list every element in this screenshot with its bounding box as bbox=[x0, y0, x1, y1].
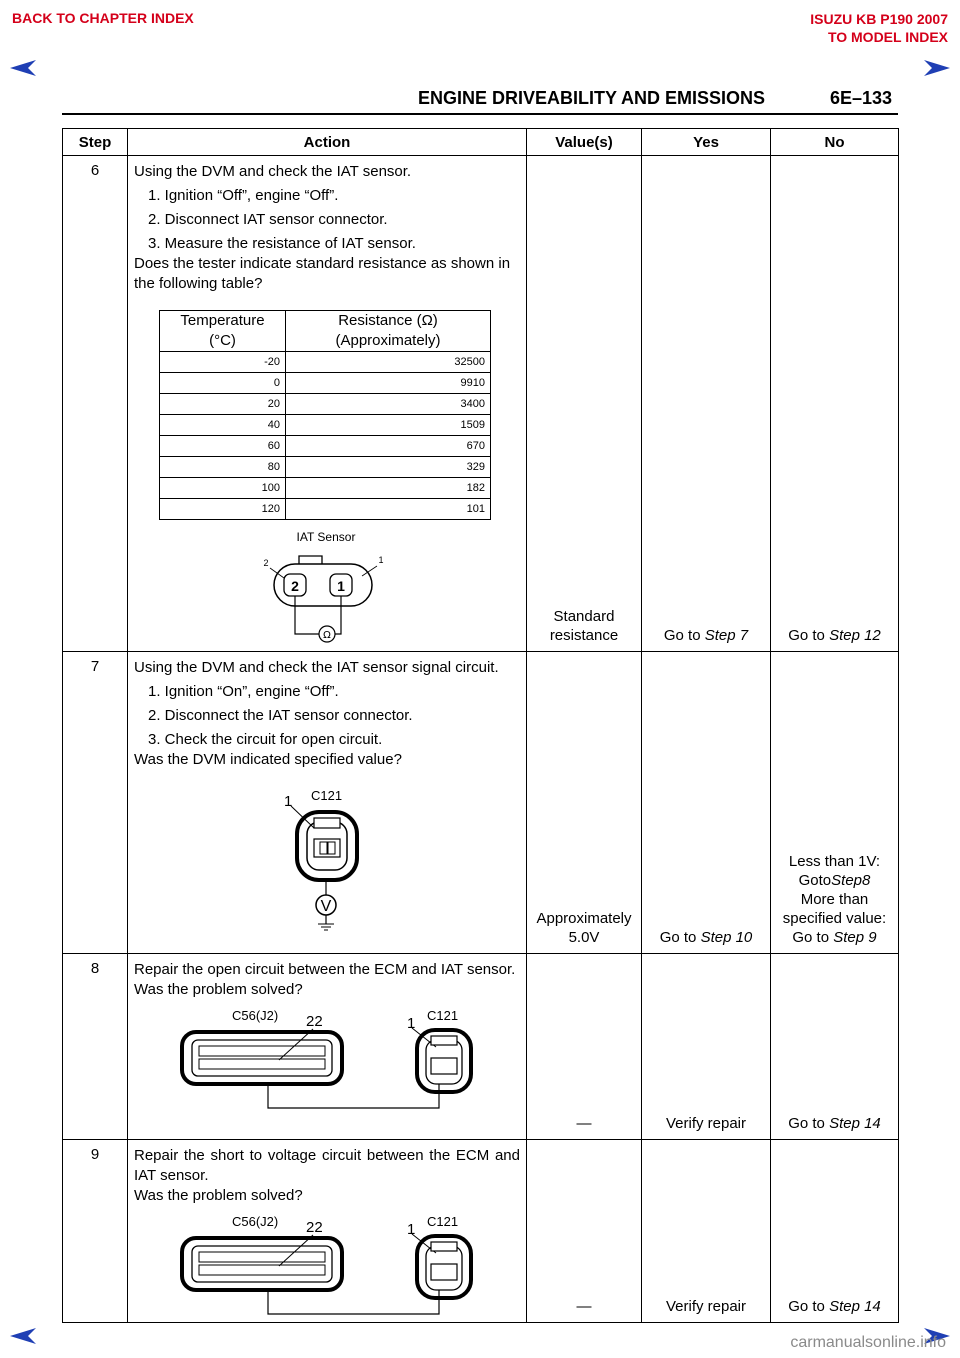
action-intro: Using the DVM and check the IAT sensor. bbox=[134, 163, 412, 180]
res-cell: 32500 bbox=[286, 352, 491, 373]
table-row bbox=[160, 499, 491, 520]
pin-1-marker: 1 bbox=[378, 555, 384, 565]
col-step: Step bbox=[63, 129, 128, 156]
action-question: Was the problem solved? bbox=[134, 1187, 303, 1204]
no-line: More than bbox=[800, 891, 869, 908]
connector-c121-label: C121 bbox=[311, 788, 343, 803]
res-header: Resistance (Ω) (Approximately) bbox=[286, 311, 491, 352]
iat-sensor-diagram bbox=[134, 526, 514, 651]
sensor-pin-label: 1 bbox=[407, 1221, 416, 1238]
ecm-pin-label: 22 bbox=[306, 1013, 323, 1030]
model-index-link[interactable] bbox=[810, 10, 948, 46]
res-cell: 1509 bbox=[286, 415, 491, 436]
yes-step-link[interactable]: Step 7 bbox=[704, 627, 749, 644]
res-cell: 329 bbox=[286, 457, 491, 478]
col-action: Action bbox=[128, 129, 527, 156]
action-cell bbox=[128, 652, 527, 954]
section-title: ENGINE DRIVEABILITY AND EMISSIONS bbox=[418, 88, 766, 108]
value-cell bbox=[527, 652, 642, 954]
ecm-connector-label: C56(J2) bbox=[232, 1008, 279, 1023]
table-row bbox=[160, 457, 491, 478]
no-line: Less than 1V: bbox=[788, 853, 881, 870]
value-cell: — bbox=[527, 1140, 642, 1323]
ecm-pin-label: 22 bbox=[306, 1219, 323, 1236]
no-cell: Go to Step 14 bbox=[771, 1140, 899, 1323]
action-item: 2. Disconnect the IAT sensor connector. bbox=[148, 707, 413, 724]
table-row bbox=[63, 1140, 899, 1323]
prev-page-arrow-icon[interactable] bbox=[8, 1326, 38, 1346]
value-line: Approximately bbox=[536, 910, 632, 927]
page-number: 6E–133 bbox=[830, 88, 893, 108]
table-row bbox=[160, 352, 491, 373]
ohm-meter-icon: Ω bbox=[323, 630, 331, 641]
col-values: Value(s) bbox=[527, 129, 642, 156]
back-to-chapter-link[interactable]: BACK TO CHAPTER INDEX bbox=[12, 10, 194, 26]
prev-page-arrow-icon[interactable] bbox=[8, 58, 38, 78]
pin-2-marker: 2 bbox=[263, 558, 269, 568]
action-cell bbox=[128, 156, 527, 652]
ecm-circuit-diagram bbox=[134, 1208, 520, 1322]
yes-step-link[interactable]: Step 10 bbox=[700, 929, 753, 946]
temp-cell: 20 bbox=[160, 394, 286, 415]
temp-cell: 0 bbox=[160, 373, 286, 394]
col-no: No bbox=[771, 129, 899, 156]
res-cell: 101 bbox=[286, 499, 491, 520]
value-cell bbox=[527, 156, 642, 652]
action-intro: Repair the short to voltage circuit between the ECM and IAT sensor. bbox=[134, 1147, 520, 1184]
temp-header: Temperature (°C) bbox=[160, 311, 286, 352]
step-number: 6 bbox=[63, 156, 128, 652]
action-cell bbox=[128, 1140, 527, 1323]
no-line: GotoStep8 bbox=[798, 872, 871, 889]
table-row bbox=[160, 478, 491, 499]
temp-cell: 60 bbox=[160, 436, 286, 457]
no-step-link[interactable]: Step 9 bbox=[833, 929, 877, 946]
yes-cell: Verify repair bbox=[642, 954, 771, 1140]
resistance-table bbox=[159, 310, 491, 520]
voltmeter-icon: V bbox=[320, 898, 332, 915]
table-row bbox=[63, 652, 899, 954]
action-item: 1. Ignition “Off”, engine “Off”. bbox=[148, 187, 339, 204]
yes-cell: Go to Step 7 bbox=[642, 156, 771, 652]
value-line: resistance bbox=[549, 627, 619, 644]
pin-2-label: 2 bbox=[291, 578, 299, 594]
action-question: Was the DVM indicated specified value? bbox=[134, 751, 402, 768]
no-cell: Go to Step 14 bbox=[771, 954, 899, 1140]
res-cell: 9910 bbox=[286, 373, 491, 394]
action-question: Was the problem solved? bbox=[134, 981, 303, 998]
temp-cell: 120 bbox=[160, 499, 286, 520]
step-number: 8 bbox=[63, 954, 128, 1140]
yes-cell: Verify repair bbox=[642, 1140, 771, 1323]
sensor-connector-label: C121 bbox=[427, 1214, 459, 1229]
no-step-link[interactable]: Step 12 bbox=[829, 627, 881, 644]
temp-cell: 40 bbox=[160, 415, 286, 436]
no-line: specified value: bbox=[782, 910, 887, 927]
no-step-link[interactable]: Step 14 bbox=[829, 1298, 881, 1315]
to-model-index[interactable]: TO MODEL INDEX bbox=[827, 29, 948, 45]
pin-1-label: 1 bbox=[337, 578, 345, 594]
action-item: 2. Disconnect IAT sensor connector. bbox=[148, 211, 388, 228]
sensor-pin-label: 1 bbox=[407, 1015, 416, 1032]
res-cell: 3400 bbox=[286, 394, 491, 415]
table-row bbox=[160, 373, 491, 394]
pin-1-label: 1 bbox=[284, 793, 293, 810]
temp-cell: 100 bbox=[160, 478, 286, 499]
action-item: 3. Measure the resistance of IAT sensor. bbox=[148, 235, 416, 252]
action-intro: Using the DVM and check the IAT sensor signal circuit. bbox=[134, 659, 499, 676]
action-cell bbox=[128, 954, 527, 1140]
header-rule bbox=[62, 113, 898, 115]
no-cell: Go to Step 12 bbox=[771, 156, 899, 652]
table-row bbox=[160, 415, 491, 436]
no-step-link[interactable]: Step8 bbox=[831, 872, 871, 889]
res-cell: 182 bbox=[286, 478, 491, 499]
temp-cell: -20 bbox=[160, 352, 286, 373]
table-row bbox=[63, 954, 899, 1140]
value-line: Standard bbox=[553, 608, 615, 625]
ecm-circuit-diagram bbox=[134, 1002, 520, 1116]
action-intro: Repair the open circuit between the ECM and IAT sensor. bbox=[134, 961, 516, 978]
ecm-connector-label: C56(J2) bbox=[232, 1214, 279, 1229]
res-cell: 670 bbox=[286, 436, 491, 457]
no-step-link[interactable]: Step 14 bbox=[829, 1115, 881, 1132]
action-item: 1. Ignition “On”, engine “Off”. bbox=[148, 683, 339, 700]
no-line: Go to Step 9 bbox=[792, 929, 877, 946]
table-row bbox=[63, 156, 899, 652]
col-yes: Yes bbox=[642, 129, 771, 156]
model-title: ISUZU KB P190 2007 bbox=[810, 11, 948, 27]
table-row bbox=[160, 394, 491, 415]
value-line: 5.0V bbox=[568, 929, 600, 946]
step-number: 9 bbox=[63, 1140, 128, 1323]
sensor-connector-label: C121 bbox=[427, 1008, 459, 1023]
table-row bbox=[160, 436, 491, 457]
diagnostic-table bbox=[62, 128, 899, 1323]
iat-sensor-label: IAT Sensor bbox=[296, 530, 356, 544]
action-item: 3. Check the circuit for open circuit. bbox=[148, 731, 383, 748]
yes-cell: Go to Step 10 bbox=[642, 652, 771, 954]
no-cell bbox=[771, 652, 899, 954]
action-question: Does the tester indicate standard resistance as shown in the following table? bbox=[134, 255, 511, 292]
signal-circuit-diagram bbox=[134, 776, 514, 936]
next-page-arrow-icon[interactable] bbox=[922, 58, 952, 78]
step-number: 7 bbox=[63, 652, 128, 954]
watermark: carmanualsonline.info bbox=[790, 1334, 946, 1351]
temp-cell: 80 bbox=[160, 457, 286, 478]
table-header-row bbox=[63, 129, 899, 156]
value-cell: — bbox=[527, 954, 642, 1140]
